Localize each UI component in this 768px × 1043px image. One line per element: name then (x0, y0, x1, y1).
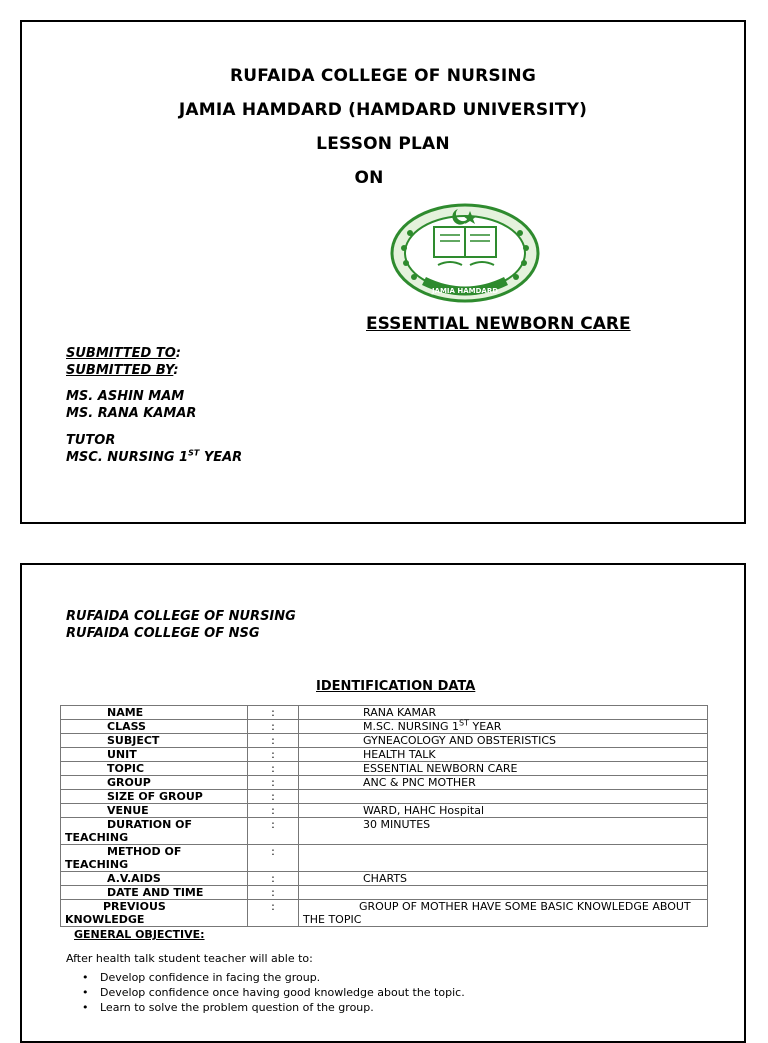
row-separator: : (248, 872, 299, 886)
row-label: A.V.AIDS (107, 872, 161, 885)
row-value-line2: THE TOPIC (303, 913, 362, 926)
row-label: NAME (107, 706, 144, 719)
table-row (61, 706, 708, 720)
college-title: RUFAIDA COLLEGE OF NURSING (230, 66, 536, 86)
identification-heading: IDENTIFICATION DATA (316, 679, 476, 694)
row-value: 30 MINUTES (299, 818, 708, 845)
row-value-suffix: YEAR (469, 720, 502, 733)
list-item: • Learn to solve the problem question of the group. (100, 1000, 465, 1015)
row-value (299, 720, 708, 734)
university-seal-logo (390, 203, 540, 303)
identification-table (60, 705, 708, 927)
topic-title: ESSENTIAL NEWBORN CARE (366, 314, 631, 334)
table-row (61, 872, 708, 886)
on-title: ON (354, 168, 384, 188)
row-label: GROUP (107, 776, 151, 789)
row-value: ANC & PNC MOTHER (299, 776, 708, 790)
row-label: TOPIC (107, 762, 145, 775)
row-separator: : (248, 734, 299, 748)
row-value (299, 886, 708, 900)
row-separator: : (248, 818, 299, 845)
college-line-2: RUFAIDA COLLEGE OF NSG (66, 626, 260, 641)
row-separator: : (248, 776, 299, 790)
row-value: HEALTH TALK (299, 748, 708, 762)
submitted-to-line (66, 346, 181, 361)
table-row (61, 804, 708, 818)
row-separator: : (248, 804, 299, 818)
to-role: TUTOR (66, 433, 116, 448)
row-value-line1: GROUP OF MOTHER HAVE SOME BASIC KNOWLEDGE ABOUT (359, 900, 691, 913)
table-row (61, 762, 708, 776)
table-row (61, 734, 708, 748)
row-label-line1: METHOD OF (107, 845, 182, 858)
submitted-by-colon: : (173, 363, 179, 378)
cover-page (20, 20, 746, 524)
row-value: CHARTS (299, 872, 708, 886)
table-row (61, 748, 708, 762)
row-separator: : (248, 790, 299, 804)
submitted-by-label: SUBMITTED BY (66, 363, 174, 378)
table-row (61, 720, 708, 734)
row-separator: : (248, 748, 299, 762)
row-label-line1: PREVIOUS (103, 900, 166, 913)
objective-list (66, 970, 465, 1015)
row-value: GYNEACOLOGY AND OBSTERISTICS (299, 734, 708, 748)
by-role-suffix: YEAR (199, 450, 243, 465)
university-title: JAMIA HAMDARD (HAMDARD UNIVERSITY) (178, 100, 588, 120)
row-label-line2: TEACHING (65, 831, 129, 844)
row-label: SUBJECT (107, 734, 160, 747)
row-value: RANA KAMAR (299, 706, 708, 720)
list-item: • Develop confidence in facing the group. (100, 970, 465, 985)
row-value: ESSENTIAL NEWBORN CARE (299, 762, 708, 776)
row-label: CLASS (107, 720, 146, 733)
row-label-line1: DURATION OF (107, 818, 193, 831)
table-row (61, 845, 708, 872)
submitted-by-line (66, 363, 179, 378)
row-separator: : (248, 845, 299, 872)
objective-intro: After health talk student teacher will able to: (66, 952, 313, 965)
row-label-line2: TEACHING (65, 858, 129, 871)
list-item: • Develop confidence once having good knowledge about the topic. (100, 985, 465, 1000)
submitted-to-colon: : (175, 346, 181, 361)
row-separator: : (248, 720, 299, 734)
college-line-1: RUFAIDA COLLEGE OF NURSING (66, 609, 296, 624)
table-row (61, 776, 708, 790)
row-value (299, 790, 708, 804)
row-value-sup: ST (459, 718, 470, 728)
row-label: VENUE (107, 804, 149, 817)
table-row (61, 790, 708, 804)
table-row (61, 886, 708, 900)
table-row (61, 818, 708, 845)
by-role-sup: ST (188, 448, 200, 458)
row-separator: : (248, 762, 299, 776)
seal-text: JAMIA HAMDARD (431, 287, 499, 295)
row-label: DATE AND TIME (107, 886, 204, 899)
identification-page (20, 563, 746, 1043)
row-value (299, 900, 708, 927)
row-label-line2: KNOWLEDGE (65, 913, 145, 926)
submitted-by-name: MS. RANA KAMAR (66, 406, 197, 421)
row-label: UNIT (107, 748, 137, 761)
general-objective-heading: GENERAL OBJECTIVE: (74, 928, 205, 941)
row-value-main: M.SC. NURSING 1 (363, 720, 460, 733)
row-separator: : (248, 900, 299, 927)
submitted-to-label: SUBMITTED TO (66, 346, 176, 361)
by-role (66, 450, 242, 465)
row-value (299, 845, 708, 872)
row-separator: : (248, 886, 299, 900)
submitted-to-name: MS. ASHIN MAM (66, 389, 185, 404)
by-role-prefix: MSC. NURSING 1 (66, 450, 189, 465)
row-label: SIZE OF GROUP (107, 790, 203, 803)
table-row (61, 900, 708, 927)
lesson-plan-title: LESSON PLAN (316, 134, 450, 154)
row-value: WARD, HAHC Hospital (299, 804, 708, 818)
row-separator: : (248, 706, 299, 720)
